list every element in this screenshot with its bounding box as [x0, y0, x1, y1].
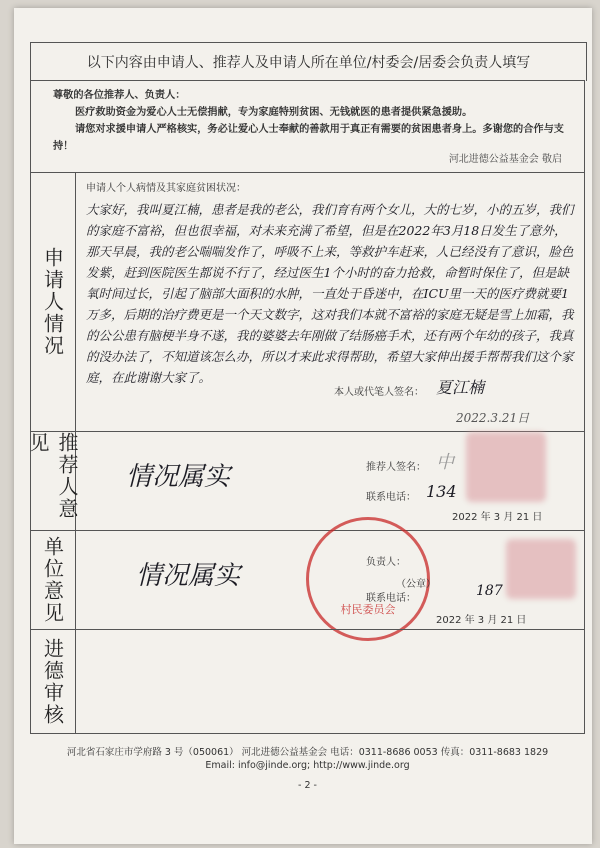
review-label: 进德审核: [40, 637, 65, 726]
recommender-phone-label: 联系电话：: [366, 492, 416, 503]
page-number: - 2 -: [298, 780, 317, 791]
unit-body: [76, 531, 584, 629]
applicant-story: 大家好，我叫夏江楠，患者是我的老公，我们育有两个女儿，大的七岁，小的五岁，我们的家庭不富裕，但也很幸福，对未来充满了希望，但是在2022年3月18日发生了意外，那天早晨，我的老公喘喘发作了，呼吸不上来，等救护车赶来，人已经没有了意识，脸色发紫，赶到医院医生都说不行了，经过医生1个小时的奋力抢救，命暂时保住了，但是缺氧时间过长，引起了脑部大面积的水肿，一直处于昏迷中，在ICU里一天的医疗费就要1万多，后期的治疗费更是一个天文数字，这对我们本就不富裕的家庭无疑是雪上加霜，我的公公患有脑梗半身不遂，我的婆婆去年刚做了结肠癌手术，还有两个年幼的孩子，我真的没办法了，不知道该怎么办，所以才来此求得帮助，希望大家伸出援手帮帮我们这个家庭，在此谢谢大家了。: [86, 202, 574, 385]
review-label-cell: [31, 630, 76, 733]
applicant-prompt: 申请人个人病情及其家庭贫困状况：: [86, 183, 246, 194]
notice-signature: 河北进德公益基金会 敬启: [448, 154, 562, 165]
recommender-body: [76, 432, 584, 530]
unit-phone: 187: [476, 583, 503, 599]
recommender-label: 推荐人意见: [26, 432, 79, 520]
unit-head-label: 负责人：: [366, 557, 406, 568]
recommender-section: [26, 431, 585, 531]
unit-label-cell: [31, 531, 76, 629]
form-header: [30, 42, 587, 81]
footer-contact: Email: info@jinde.org; http://www.jinde.org: [205, 760, 410, 771]
unit-label: 单位意见: [40, 536, 65, 624]
recommender-date: 2022 年 3 月 21 日: [452, 512, 543, 523]
unit-opinion: 情况属实: [136, 561, 241, 591]
applicant-label-cell: [31, 173, 76, 431]
notice-line-2: 请您对求援申请人严格核实，务必让爱心人士奉献的善款用于真正有需要的贫困患者身上。多谢您的合作与支持！: [53, 124, 564, 152]
recommender-label-cell: [26, 432, 79, 530]
notice-greeting: 尊敬的各位推荐人、负责人：: [53, 90, 186, 101]
recommender-sign-label: 推荐人签名：: [366, 462, 426, 473]
unit-section: [30, 530, 585, 630]
review-section: [30, 629, 585, 734]
review-body: [76, 630, 584, 733]
recommender-signature-mark: 中: [436, 452, 454, 473]
applicant-label: 申请人情况: [40, 247, 65, 357]
notice-box: [30, 80, 585, 172]
footer-address: 河北省石家庄市学府路 3 号（050061） 河北进德公益基金会 电话：0311-8686 0053 传真：0311-8683 1829: [66, 747, 549, 758]
unit-stamp-label: （公章）: [396, 579, 436, 590]
applicant-sign-name: 夏江楠: [436, 378, 485, 397]
applicant-sign-label: 本人或代笔人签名：: [334, 387, 424, 398]
redaction-blur: [466, 432, 546, 502]
unit-phone-label: 联系电话：: [366, 593, 416, 604]
form-header-title: 以下内容由申请人、推荐人及申请人所在单位/村委会/居委会负责人填写: [86, 55, 531, 71]
recommender-opinion: 情况属实: [126, 462, 231, 492]
notice-line-1: 医疗救助资金为爱心人士无偿捐献，专为家庭特别贫困、无钱就医的患者提供紧急援助。: [75, 107, 473, 118]
recommender-phone: 134: [426, 482, 457, 501]
redaction-blur: [506, 539, 576, 599]
unit-date: 2022 年 3 月 21 日: [436, 615, 527, 626]
official-seal-text: 村民委员会: [340, 603, 396, 616]
applicant-body: [76, 173, 584, 431]
applicant-section: [30, 172, 585, 432]
applicant-date: 2022.3.21日: [456, 411, 530, 425]
